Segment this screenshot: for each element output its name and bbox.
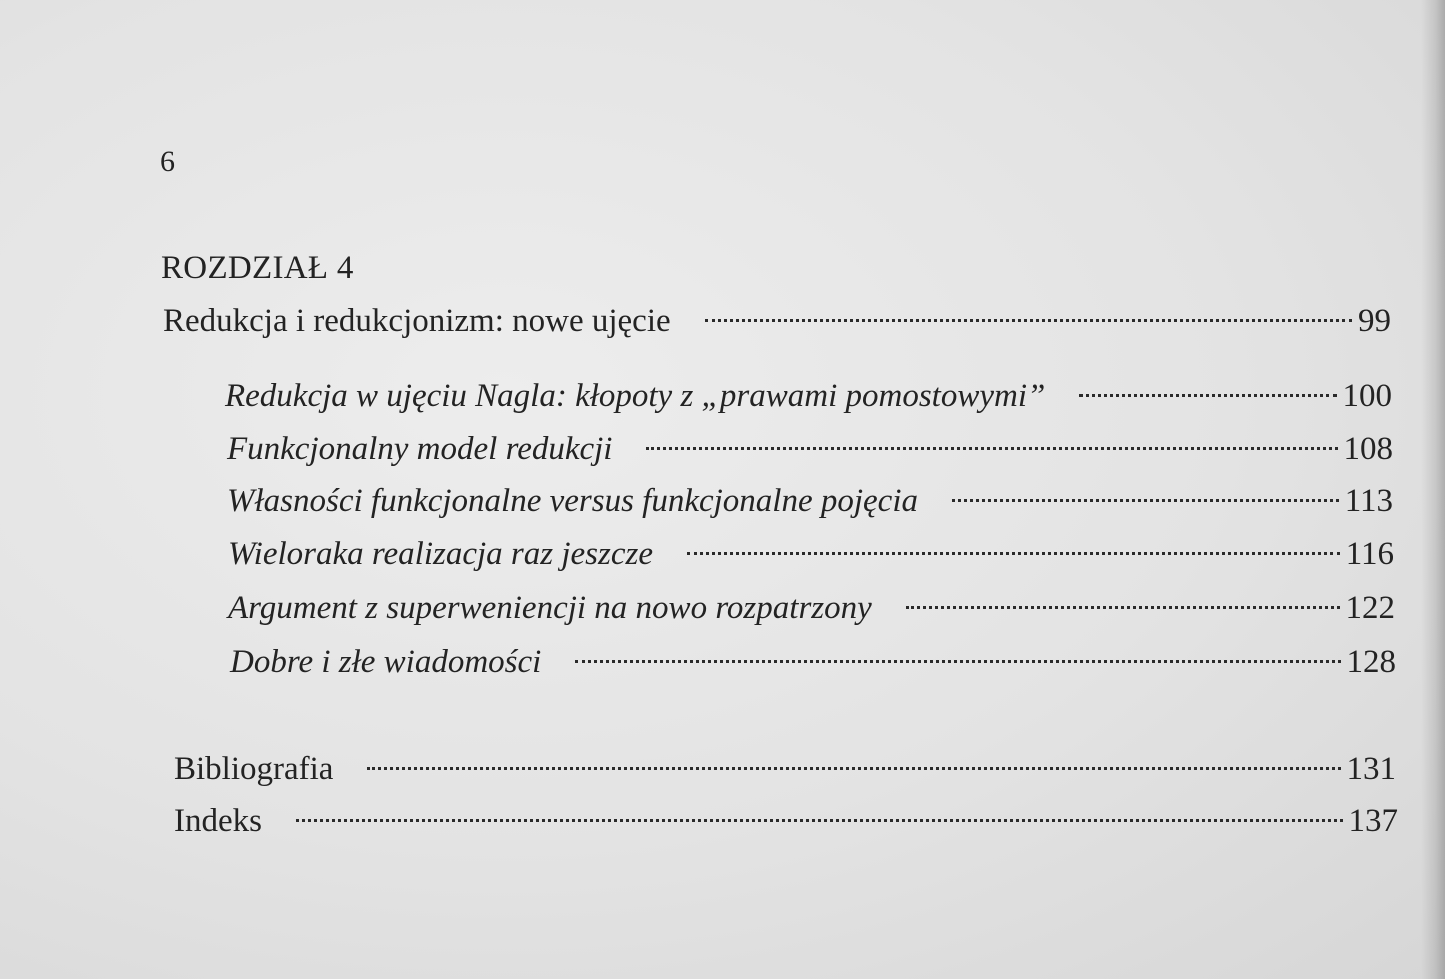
- toc-entry-title: Wieloraka realizacja raz jeszcze: [228, 536, 653, 572]
- toc-entry-page: 108: [1343, 431, 1393, 467]
- toc-entry-title: Redukcja i redukcjonizm: nowe ujęcie: [163, 303, 671, 339]
- toc-entry-page: 122: [1345, 590, 1395, 626]
- toc-entry-page: 113: [1344, 483, 1393, 519]
- toc-entry-title: Funkcjonalny model redukcji: [227, 431, 613, 467]
- dot-leader: [687, 552, 1340, 555]
- toc-entry-title: Bibliografia: [174, 751, 334, 787]
- chapter-label: ROZDZIAŁ 4: [161, 250, 354, 286]
- toc-entry-title: Dobre i złe wiadomości: [230, 644, 542, 680]
- toc-entry-title: Własności funkcjonalne versus funkcjonalne pojęcia: [227, 483, 919, 519]
- toc-entry-page: 116: [1345, 536, 1394, 572]
- dot-leader: [952, 499, 1339, 502]
- dot-leader: [296, 819, 1343, 822]
- toc-entry-page: 100: [1342, 378, 1392, 414]
- toc-entry-index: [174, 796, 1398, 846]
- toc-entry-section: [225, 371, 1392, 421]
- toc-entry-page: 99: [1358, 303, 1391, 339]
- toc-entry-page: 128: [1346, 644, 1396, 680]
- page-edge-shadow: [1421, 0, 1445, 979]
- toc-entry-section: [227, 424, 1393, 474]
- toc-entry-title: Indeks: [174, 803, 262, 839]
- toc-entry-bibliography: [174, 744, 1396, 794]
- dot-leader: [575, 660, 1340, 663]
- dot-leader: [906, 606, 1340, 609]
- dot-leader: [367, 767, 1340, 770]
- page-number: 6: [160, 145, 175, 178]
- dot-leader: [646, 447, 1337, 450]
- dot-leader: [705, 319, 1352, 322]
- toc-entry-section: [230, 637, 1396, 687]
- toc-entry-section: [228, 529, 1394, 579]
- toc-entry-chapter: [163, 296, 1391, 346]
- toc-entry-title: Argument z superweniencji na nowo rozpatrzony: [228, 590, 872, 626]
- toc-entry-section: [228, 583, 1395, 633]
- toc-entry-page: 137: [1348, 803, 1398, 839]
- toc-entry-page: 131: [1346, 751, 1396, 787]
- toc-entry-title: Redukcja w ujęciu Nagla: kłopoty z „prawami pomostowymi”: [225, 378, 1046, 414]
- toc-entry-section: [227, 476, 1393, 526]
- dot-leader: [1079, 394, 1336, 397]
